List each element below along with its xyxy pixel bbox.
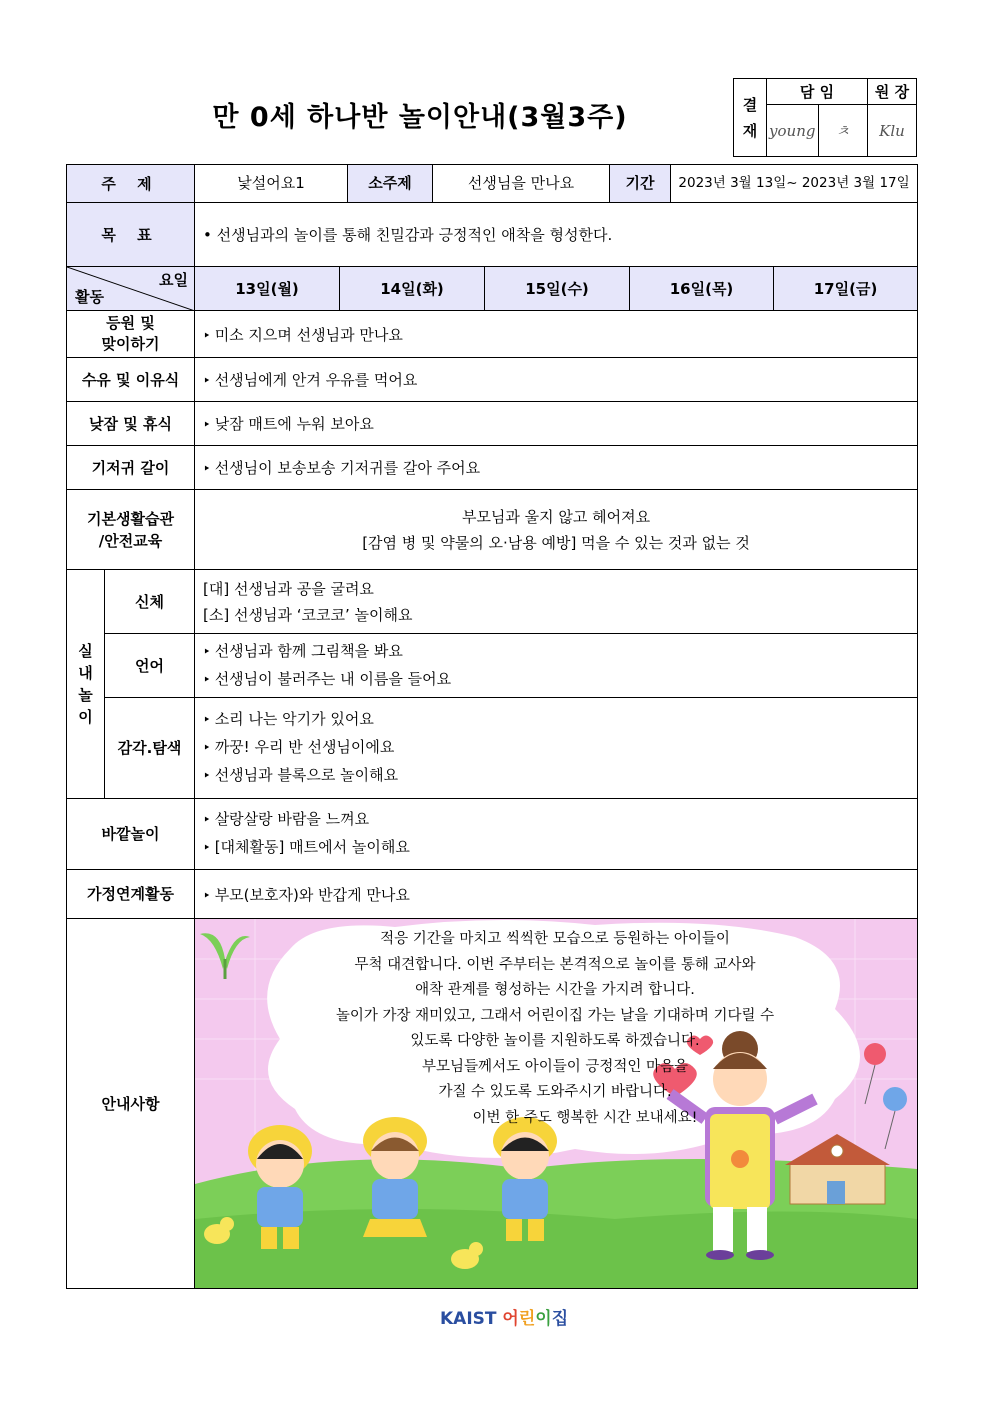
outdoor-play-label: 바깥놀이 bbox=[67, 799, 195, 870]
subtheme-label: 소주제 bbox=[348, 165, 433, 202]
approval-label: 결 재 bbox=[734, 79, 767, 157]
routine-arrival: ‣ 미소 지으며 선생님과 만나요 bbox=[195, 311, 918, 358]
routine-label-arrival: 등원 및 맞이하기 bbox=[67, 311, 195, 358]
logo-kaist: KAIST bbox=[440, 1309, 497, 1329]
period-value: 2023년 3월 13일~ 2023년 3월 17일 bbox=[678, 175, 910, 191]
signature-2: ㅊ bbox=[818, 105, 868, 157]
indoor-play-label: 실 내 놀 이 bbox=[67, 570, 105, 799]
routine-label-nap: 낮잠 및 휴식 bbox=[67, 402, 195, 446]
indoor-language-content bbox=[195, 634, 918, 698]
logo-char: 집 bbox=[551, 1309, 569, 1329]
kaist-kindergarten-logo bbox=[440, 1304, 568, 1329]
goal-label: 목 표 bbox=[67, 203, 195, 267]
basic-habits-content bbox=[195, 490, 918, 570]
routine-diaper: ‣ 선생님이 보송보송 기저귀를 갈아 주어요 bbox=[195, 446, 918, 490]
approval-head-teacher: 담 임 bbox=[767, 79, 868, 105]
signature-3: Klu bbox=[868, 105, 917, 157]
family-content: ‣ 부모(보호자)와 반갑게 만나요 bbox=[195, 870, 918, 919]
goal-text: • 선생님과의 놀이를 통해 친밀감과 긍정적인 애착을 형성한다. bbox=[195, 203, 918, 267]
list-item: ‣ 소리 나는 악기가 있어요 bbox=[203, 706, 909, 734]
outdoor-play-content bbox=[195, 799, 918, 870]
theme-label: 주 제 bbox=[67, 165, 195, 203]
notice-line: 무척 대견합니다. 이번 주부터는 본격적으로 놀이를 통해 교사와 bbox=[354, 956, 756, 973]
list-item: ‣ 선생님과 함께 그림책을 봐요 bbox=[203, 638, 909, 666]
basic-habits-label: 기본생활습관 /안전교육 bbox=[67, 490, 195, 570]
day-fri: 17일(금) bbox=[774, 267, 918, 311]
day-mon: 13일(월) bbox=[195, 267, 340, 311]
basic-habits-line: [감염 병 및 약물의 오·남용 예방] 먹을 수 있는 것과 없는 것 bbox=[362, 533, 750, 552]
routine-label-feeding: 수유 및 이유식 bbox=[67, 358, 195, 402]
period-label: 기간 bbox=[610, 165, 671, 202]
plan-table bbox=[66, 164, 918, 1289]
list-item: [소] 선생님과 ‘코코코’ 놀이해요 bbox=[203, 605, 413, 624]
day-activity-header bbox=[67, 267, 195, 311]
notice-line: 있도록 다양한 놀이를 지원하도록 하겠습니다. bbox=[410, 1033, 700, 1049]
subtheme-value: 선생님을 만나요 bbox=[433, 165, 610, 202]
list-item: ‣ 살랑살랑 바람을 느껴요 bbox=[203, 806, 909, 834]
list-item: ‣ 선생님과 블록으로 놀이해요 bbox=[203, 762, 909, 790]
notice-line: 부모님들께서도 아이들이 긍정적인 마음을 bbox=[422, 1058, 688, 1075]
signature-1: young bbox=[767, 105, 819, 157]
logo-char: 어 bbox=[502, 1309, 519, 1329]
logo-char: 린 bbox=[518, 1309, 536, 1329]
notice-message bbox=[295, 927, 815, 1131]
routine-nap: ‣ 낮잠 매트에 누워 보아요 bbox=[195, 402, 918, 446]
list-item: ‣ 선생님이 불러주는 내 이름을 들어요 bbox=[203, 666, 909, 694]
logo-char: 이 bbox=[535, 1309, 552, 1329]
indoor-area-language: 언어 bbox=[105, 634, 195, 698]
indoor-area-physical: 신체 bbox=[105, 570, 195, 634]
list-item: ‣ [대체활동] 매트에서 놀이해요 bbox=[203, 834, 909, 862]
approval-box bbox=[733, 78, 917, 157]
notice-line: 애착 관계를 형성하는 시간을 가지려 합니다. bbox=[415, 982, 695, 998]
day-wed: 15일(수) bbox=[485, 267, 630, 311]
notice-line: 이번 한 주도 행복한 시간 보내세요! bbox=[472, 1109, 698, 1126]
notice-line: 가질 수 있도록 도와주시기 바랍니다. bbox=[438, 1084, 672, 1100]
family-label: 가정연계활동 bbox=[67, 870, 195, 919]
routine-label-diaper: 기저귀 갈이 bbox=[67, 446, 195, 490]
notice-line: 놀이가 가장 재미있고, 그래서 어린이집 가는 날을 기대하며 기다릴 수 bbox=[335, 1007, 775, 1024]
notice-label: 안내사항 bbox=[67, 919, 195, 1289]
day-tue: 14일(화) bbox=[340, 267, 485, 311]
approval-director: 원 장 bbox=[868, 79, 917, 105]
activity-label: 활동 bbox=[75, 288, 104, 306]
indoor-area-sensory: 감각.탐색 bbox=[105, 698, 195, 799]
routine-feeding: ‣ 선생님에게 안겨 우유를 먹어요 bbox=[195, 358, 918, 402]
notice-illustration bbox=[195, 919, 918, 1289]
day-thu: 16일(목) bbox=[630, 267, 774, 311]
notice-line: 적응 기간을 마치고 씩씩한 모습으로 등원하는 아이들이 bbox=[380, 931, 730, 947]
list-item: [대] 선생님과 공을 굴려요 bbox=[203, 579, 374, 598]
list-item: ‣ 까꿍! 우리 반 선생님이에요 bbox=[203, 734, 909, 762]
theme-value: 낯설어요1 bbox=[195, 165, 348, 202]
indoor-sensory-content bbox=[195, 698, 918, 799]
basic-habits-line: 부모님과 울지 않고 헤어져요 bbox=[461, 507, 651, 526]
indoor-physical-content bbox=[195, 570, 918, 634]
day-label: 요일 bbox=[159, 271, 189, 289]
page-title: 만 0세 하나반 놀이안내(3월3주) bbox=[212, 102, 628, 133]
